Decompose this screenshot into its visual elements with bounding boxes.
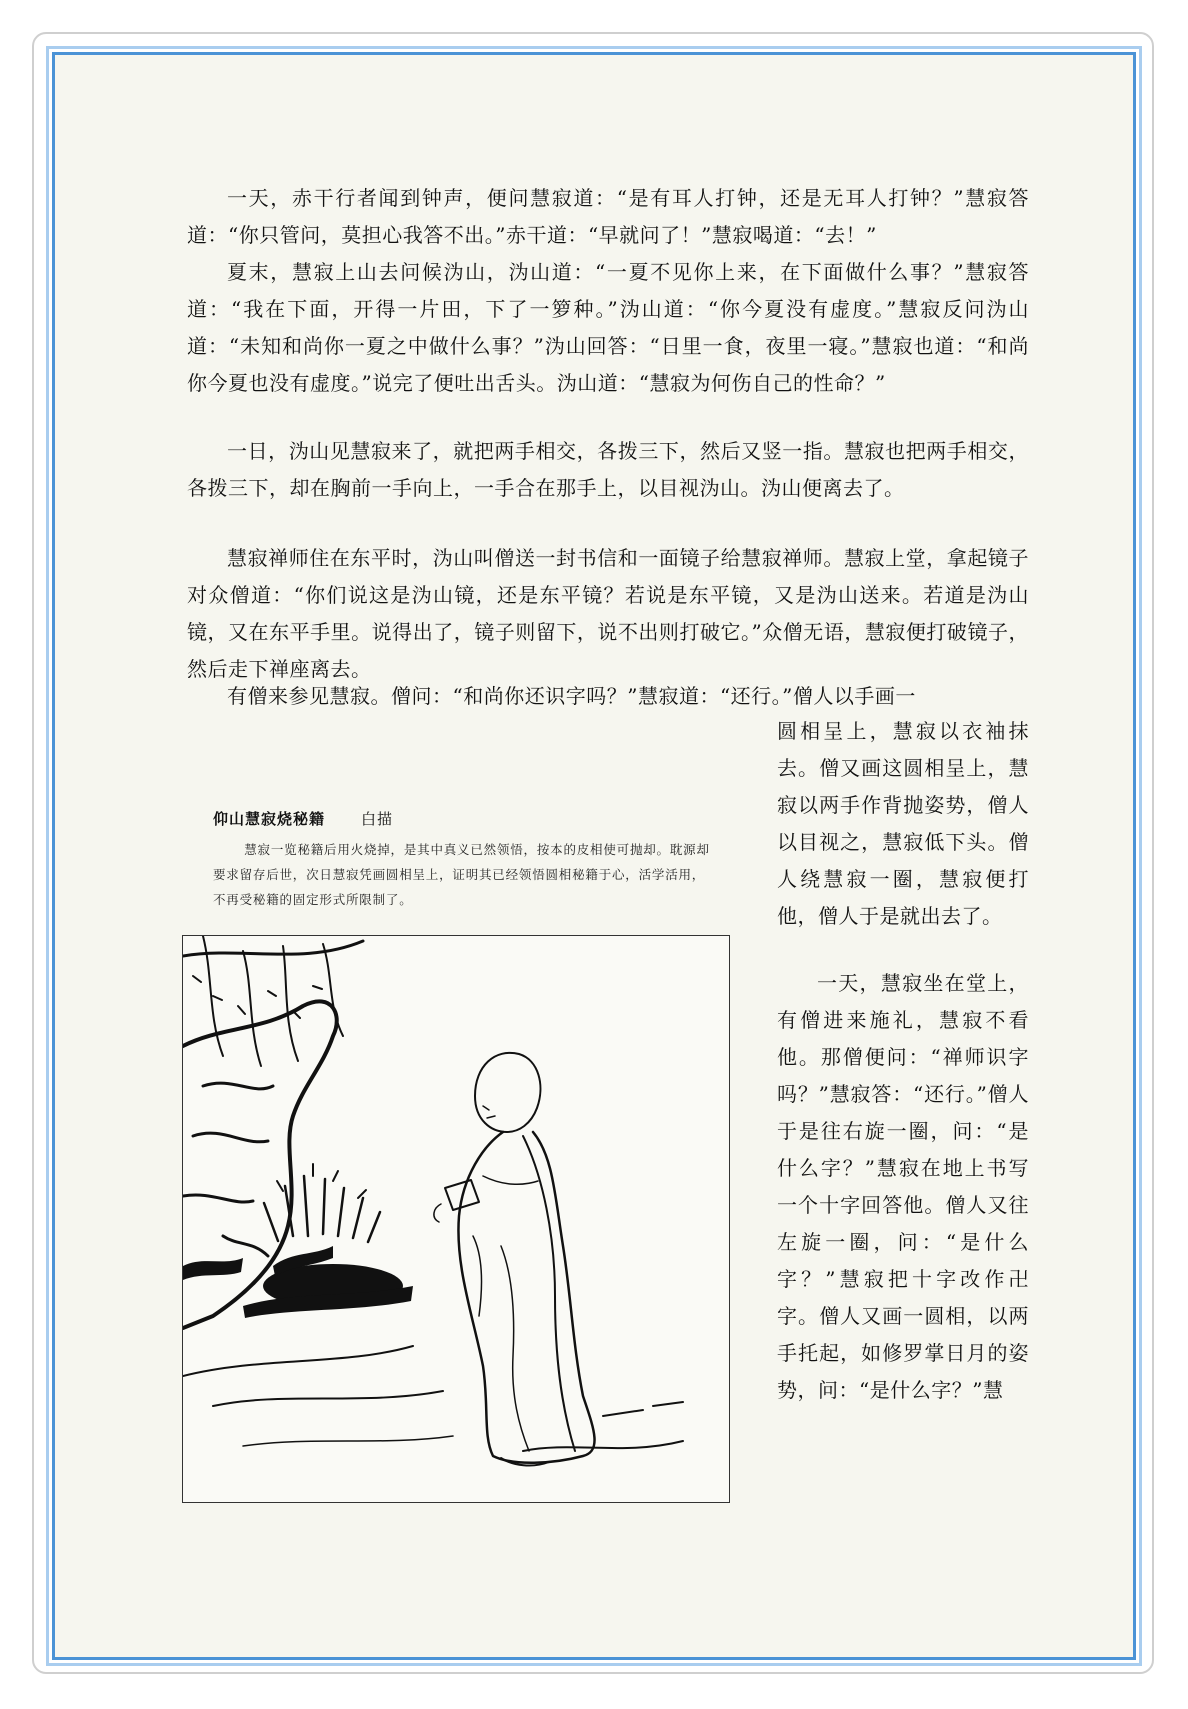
caption-title-text: 仰山慧寂烧秘籍	[213, 810, 326, 828]
book-page	[52, 52, 1136, 1660]
ink-drawing	[183, 936, 729, 1502]
illustration-caption-title	[213, 808, 393, 829]
paragraph-5: 有僧来参见慧寂。僧问：“和尚你还识字吗？”慧寂道：“还行。”僧人以手画一	[227, 684, 916, 708]
page-content	[55, 55, 1133, 1657]
paragraph-3: 一日，沩山见慧寂来了，就把两手相交，各拨三下，然后又竖一指。慧寂也把两手相交，各拨三下，却在胸前一手向上，一手合在那手上，以目视沩山。沩山便离去了。	[187, 439, 1029, 500]
monk-burning-scripture-illustration	[182, 935, 730, 1503]
side-paragraph-2: 一天，慧寂坐在堂上，有僧进来施礼，慧寂不看他。那僧便问：“禅师识字吗？”慧寂答：“还行。”僧人于是往右旋一圈，问：“是什么字？”慧寂在地上书写一个十字回答他。僧人又往左旋一圈，问：“是什么字？”慧寂把十字改作卍字。僧人又画一圆相，以两手托起，如修罗掌日月的姿势，问：“是什么字？”慧	[777, 971, 1029, 1402]
caption-technique: 白描	[361, 810, 394, 828]
side-paragraph-1: 圆相呈上，慧寂以衣袖抹去。僧又画这圆相呈上，慧寂以两手作背抛姿势，僧人以目视之，慧寂低下头。僧人绕慧寂一圈，慧寂便打他，僧人于是就出去了。	[777, 719, 1029, 928]
illustration-caption-body: 慧寂一览秘籍后用火烧掉，是其中真义已然领悟，按本的皮相使可抛却。耽源却要求留存后世，次日慧寂凭画圆相呈上，证明其已经领悟圆相秘籍于心，活学活用，不再受秘籍的固定形式所限制了。	[213, 842, 710, 907]
paragraph-4: 慧寂禅师住在东平时，沩山叫僧送一封书信和一面镜子给慧寂禅师。慧寂上堂，拿起镜子对众僧道：“你们说这是沩山镜，还是东平镜？若说是东平镜，又是沩山送来。若道是沩山镜，又在东平手里。说得出了，镜子则留下，说不出则打破它。”众僧无语，慧寂便打破镜子，然后走下禅座离去。	[187, 546, 1029, 681]
paragraph-1: 一天，赤干行者闻到钟声，便问慧寂道：“是有耳人打钟，还是无耳人打钟？”慧寂答道：“你只管问，莫担心我答不出。”赤干道：“早就问了！”慧寂喝道：“去！”	[187, 186, 1029, 247]
paragraph-2: 夏末，慧寂上山去问候沩山，沩山道：“一夏不见你上来，在下面做什么事？”慧寂答道：“我在下面，开得一片田，下了一箩种。”沩山道：“你今夏没有虚度。”慧寂反问沩山道：“未知和尚你一夏之中做什么事？”沩山回答：“日里一食，夜里一寝。”慧寂也道：“和尚你今夏也没有虚度。”说完了便吐出舌头。沩山道：“慧寂为何伤自己的性命？”	[187, 260, 1029, 395]
